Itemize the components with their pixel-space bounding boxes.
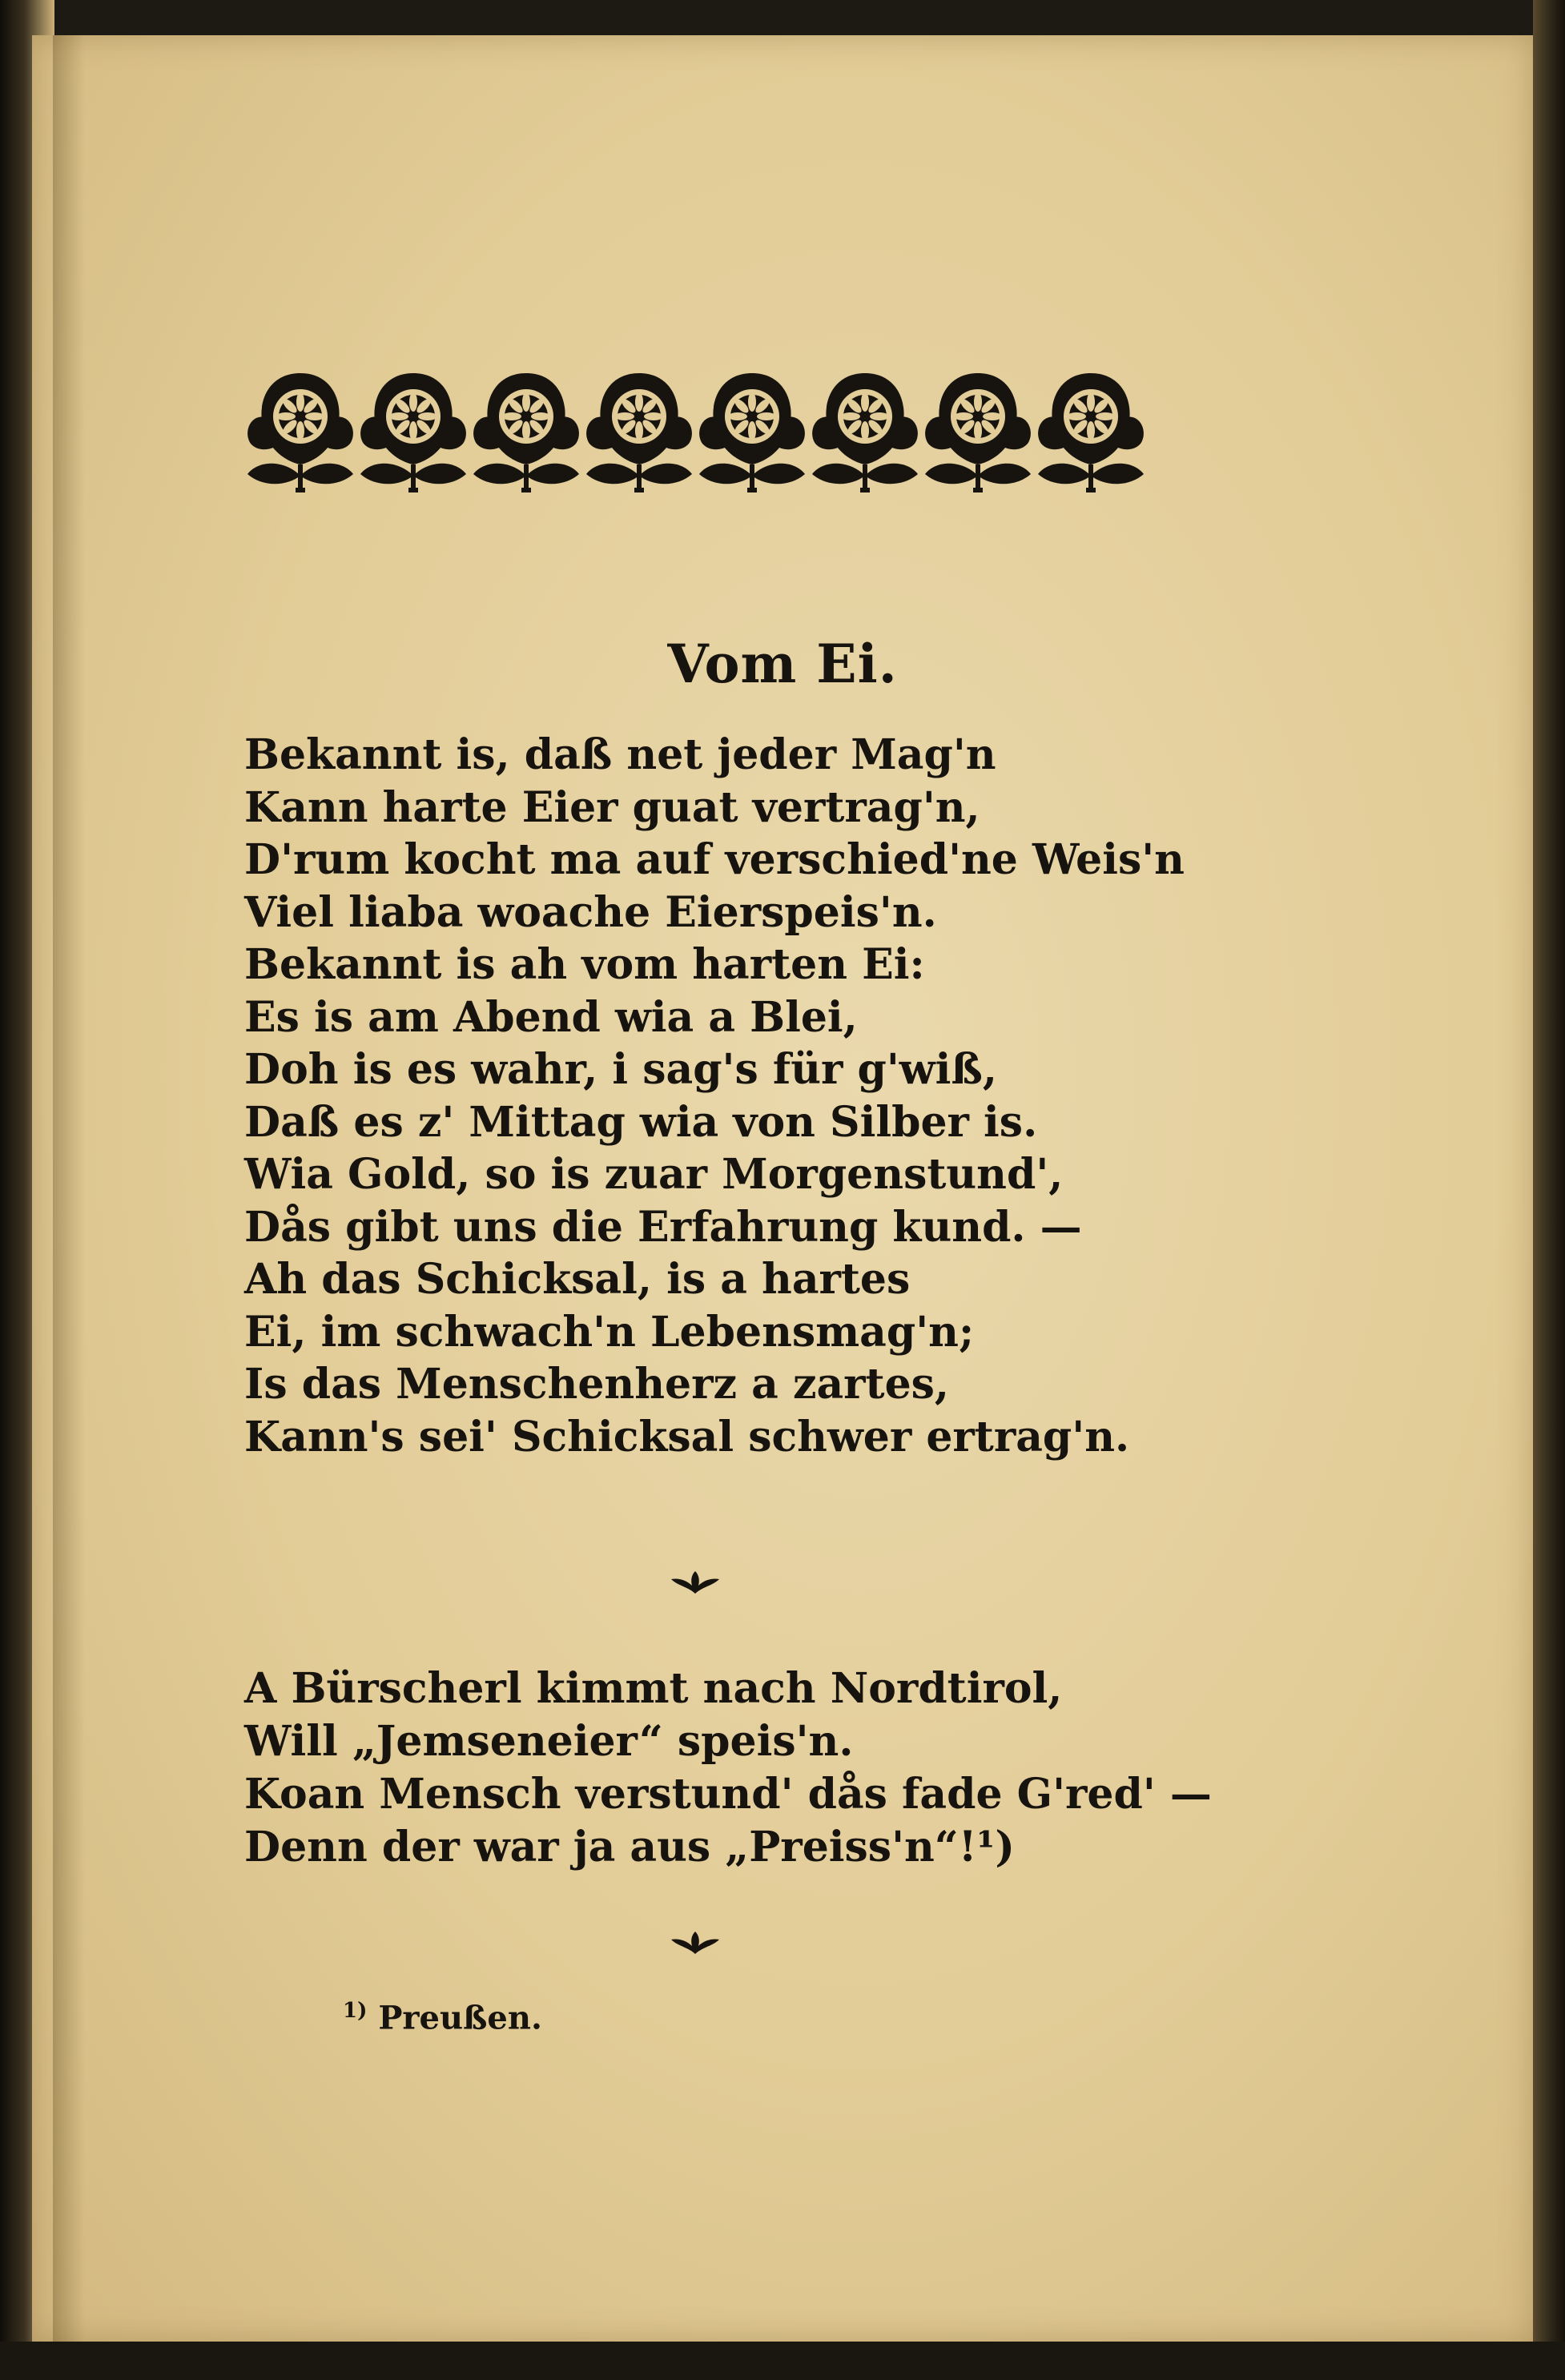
epigram	[244, 1662, 1253, 1874]
poem-line: Es is am Abend wia a Blei,	[244, 992, 858, 1042]
poem-stanza	[244, 729, 1253, 1463]
poem-title: Vom Ei.	[667, 633, 898, 695]
poem-line: Kann harte Eier guat vertrag'n,	[244, 782, 980, 832]
epigram-line: A Bürscherl kimmt nach Nordtirol,	[244, 1664, 1063, 1713]
fleuron-icon	[670, 1930, 721, 1957]
flower-border-icon	[244, 370, 1149, 495]
book-edge-right	[1533, 0, 1565, 2380]
poem-line: Daß es z' Mittag wia von Silber is.	[244, 1097, 1038, 1147]
poem-line: Ei, im schwach'n Lebensmag'n;	[244, 1307, 975, 1357]
poem-line: Dås gibt uns die Erfahrung kund. —	[244, 1202, 1082, 1252]
epigram-line: Koan Mensch verstund' dås fade G'red' —	[244, 1770, 1212, 1819]
poem-line: Wia Gold, so is zuar Morgenstund',	[244, 1150, 1064, 1199]
footnote-text: Preußen.	[378, 1999, 542, 2037]
poem-line: Bekannt is ah vom harten Ei:	[244, 940, 925, 989]
footnote	[343, 1999, 542, 2036]
epigram-line: Will „Jemseneier“ speis'n.	[244, 1717, 854, 1766]
poem-line: Viel liaba woache Eierspeis'n.	[244, 887, 937, 937]
epigram-line: Denn der war ja aus „Preiss'n“!¹)	[244, 1823, 1015, 1871]
fleuron-icon	[670, 1570, 721, 1597]
poem-line: Bekannt is, daß net jeder Mag'n	[244, 730, 996, 779]
footnote-marker: 1)	[343, 1999, 368, 2023]
book-edge-bottom	[0, 2342, 1565, 2380]
poem-line: Kann's sei' Schicksal schwer ertrag'n.	[244, 1412, 1130, 1461]
poem-line: Ah das Schicksal, is a hartes	[244, 1255, 911, 1304]
poem-line: Doh is es wahr, i sag's für g'wiß,	[244, 1045, 997, 1094]
poem-line: D'rum kocht ma auf verschied'ne Weis'n	[244, 835, 1185, 884]
poem-line: Is das Menschenherz a zartes,	[244, 1360, 950, 1409]
fold-shadow	[53, 35, 85, 2342]
